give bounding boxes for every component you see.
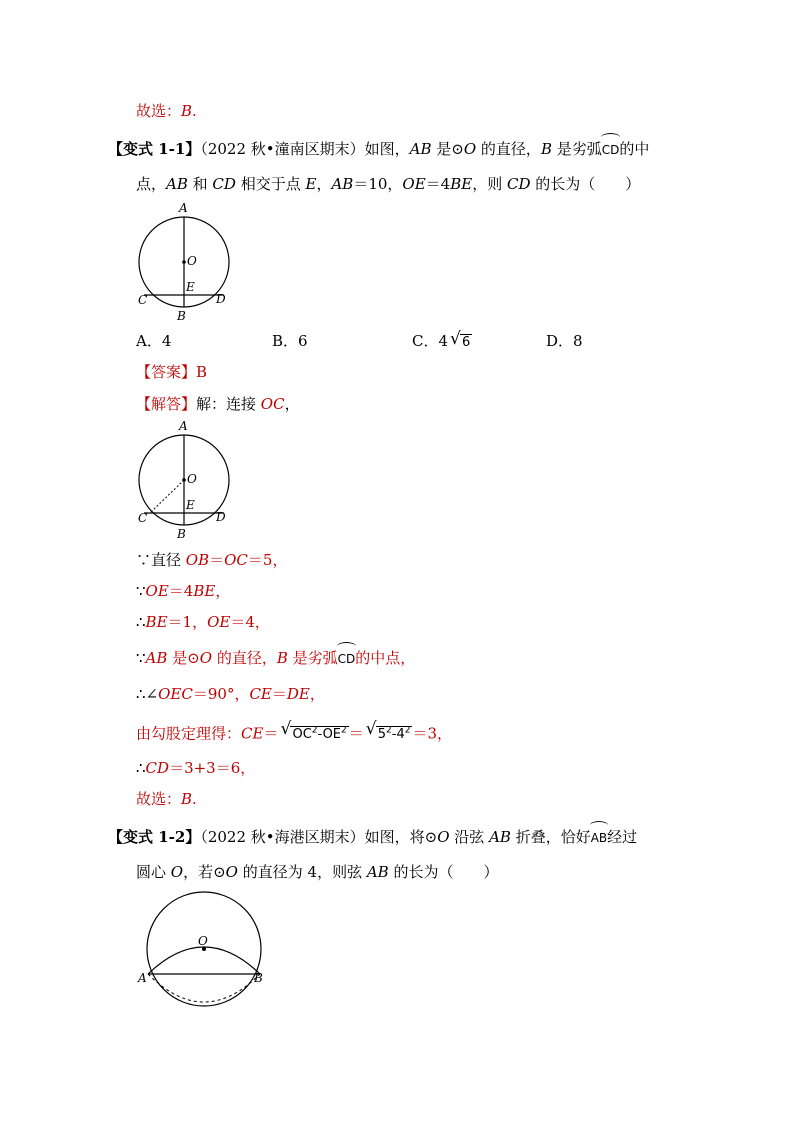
label-a: A [179,419,188,433]
variant1-question-line2: 点，AB 和 CD 相交于点 E，AB＝10，OE＝4BE，则 CD 的长为（ ） [136,175,641,193]
variant-tag: 【变式 1-1】 [108,140,201,158]
step-2: ∵OE＝4BE， [136,582,231,600]
label-a: A [138,971,147,985]
label-o: O [187,254,197,268]
label-o: O [187,472,197,486]
step-5: ∴∠OEC＝90°，CE＝DE， [136,685,325,703]
conclusion-prefix: 故选： [136,102,182,120]
question-source: （2022 秋•潼南区期末） [200,140,365,158]
solution-intro: 【解答】解：连接 OC， [136,395,300,413]
label-d: D [216,510,226,524]
sqrt-6: √ 6 [450,329,471,350]
prev-conclusion [136,100,197,122]
option-b[interactable]: B．6 [272,332,308,350]
label-c: C [138,511,148,525]
label-c: C [138,293,148,307]
dashed-oc [151,480,184,512]
step-3: ∴BE＝1，OE＝4， [136,613,270,631]
step-8: 故选：B. [136,790,197,808]
step-7: ∴CD＝3+3＝6， [136,759,256,777]
label-b: B [254,971,263,985]
sqrt-oc-oe: √ $OC^2-OE^2$ [280,719,347,743]
conclusion-answer: B [181,102,193,120]
solution-tag: 【解答】 [136,395,197,413]
label-b: B [177,527,186,541]
variant2-question-line2: 圆心 O，若⊙O 的直径为 4，则弦 AB 的长为（ ） [136,863,499,881]
original-arc-dashed [148,974,260,1002]
figure-folded-circle [135,890,275,1015]
center-point [182,478,186,482]
answer-value: B [196,363,208,381]
question-source: （2022 秋•海港区期末） [200,828,365,846]
label-o: O [198,934,208,948]
label-b: B [177,309,186,323]
step-1: ∵直径 OB＝OC＝5， [136,551,288,569]
answer-tag: 【答案】 [136,363,197,381]
figure-circle-1 [130,200,250,325]
option-c[interactable]: C．4 √ 6 [412,330,472,354]
figure-circle-2 [130,418,250,543]
answer-line [136,361,207,383]
label-a: A [179,201,188,215]
variant2-question-line1: 【变式 1-2】（2022 秋•海港区期末）如图，将⊙O 沿弦 AB 折叠，恰好AB经过 [108,826,637,849]
sqrt-5-4: √ $5^2-4^2$ [365,719,411,743]
label-e: E [186,498,195,512]
conclusion-suffix: . [192,102,197,120]
folded-arc [148,947,260,974]
center-point [182,260,186,264]
option-a[interactable]: A．4 [136,332,172,350]
label-e: E [186,280,195,294]
label-d: D [216,292,226,306]
variant1-question-line1: 【变式 1-1】（2022 秋•潼南区期末）如图，AB 是⊙O 的直径，B 是劣弧CD的中 [108,138,649,161]
arc-cd: CD [602,139,620,161]
step-6: 由勾股定理得：CE＝ √ $OC^2-OE^2$ ＝ √ $5^2-4^2 =3$， [136,720,452,746]
step-4: ∵AB 是⊙O 的直径，B 是劣弧CD的中点， [136,647,415,670]
option-d[interactable]: D．8 [546,332,583,350]
arc-ab: AB [591,827,607,849]
variant-tag: 【变式 1-2】 [108,828,201,846]
arc-cd-step: CD [338,648,356,670]
